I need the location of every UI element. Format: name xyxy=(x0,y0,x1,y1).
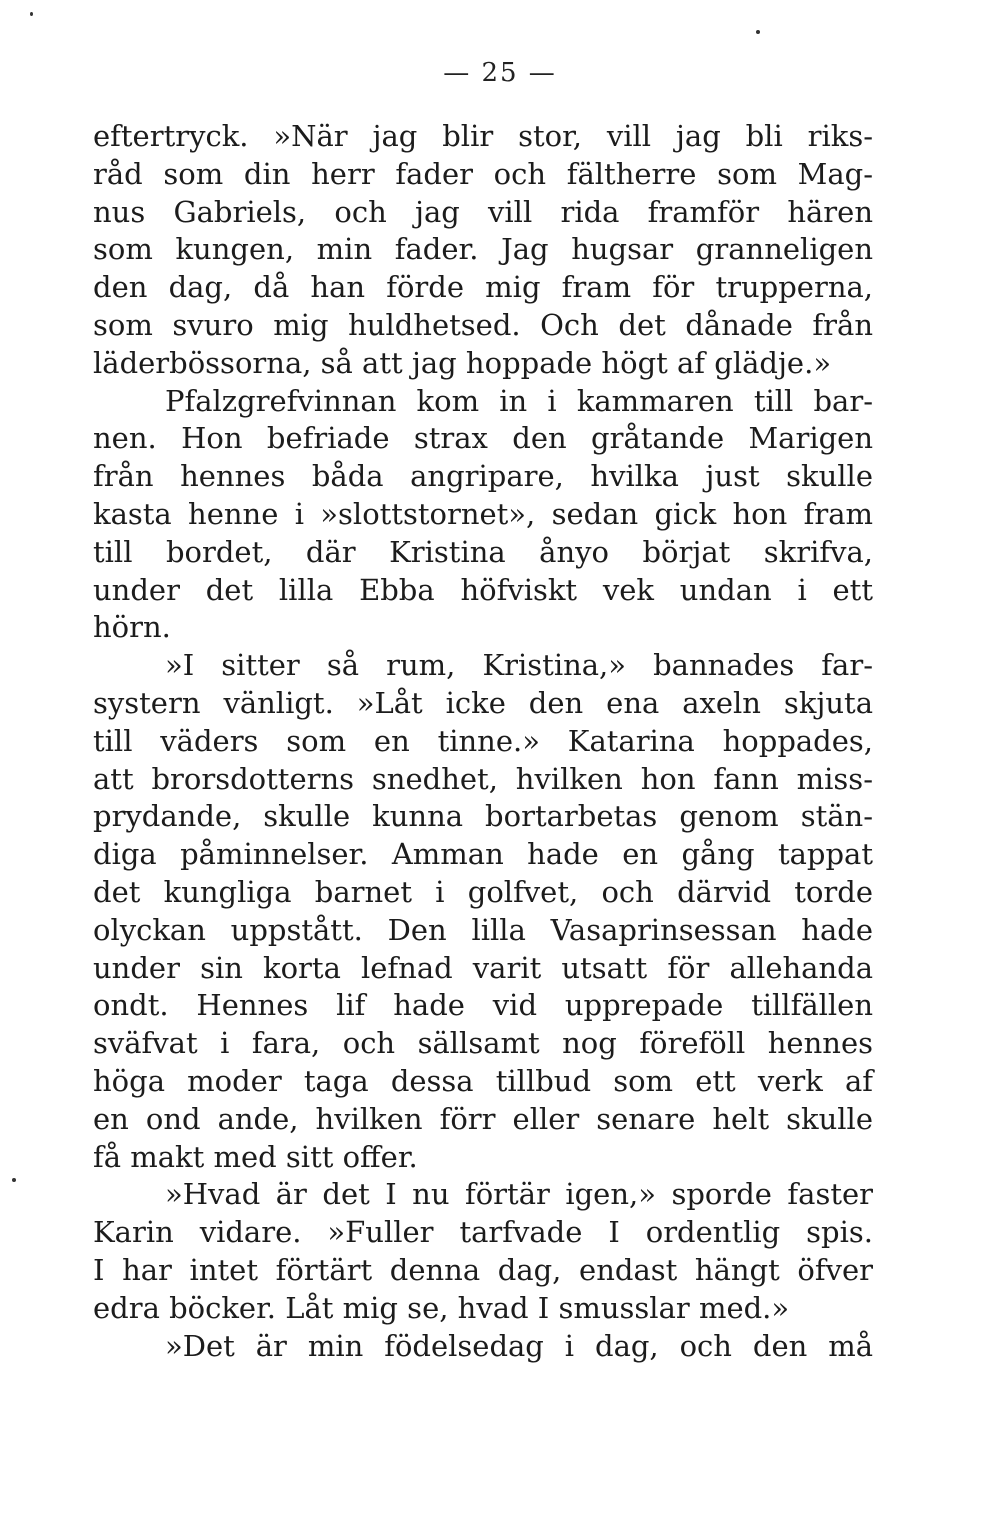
text-line: läderbössorna, så att jag hoppade högt af glädje.» xyxy=(93,345,832,380)
text-line: höga moder taga dessa tillbud som ett verk af xyxy=(93,1063,873,1098)
text-line: prydande, skulle kunna bortarbetas genom stän- xyxy=(93,799,873,834)
text-line: I har intet förtärt denna dag, endast hängt öfver xyxy=(93,1252,873,1287)
text-line: under det lilla Ebba höfviskt vek undan i ett xyxy=(93,572,873,607)
text-line: ondt. Hennes lif hade vid upprepade tillfällen xyxy=(93,988,873,1023)
text-line: att brorsdotterns snedhet, hvilken hon fann miss- xyxy=(93,761,873,796)
text-line: »I sitter så rum, Kristina,» bannades far- xyxy=(165,648,873,683)
text-line: det kungliga barnet i golfvet, och därvid torde xyxy=(93,874,873,909)
text-line: nen. Hon befriade strax den gråtande Marigen xyxy=(93,421,873,456)
text-line: edra böcker. Låt mig se, hvad I smusslar med.» xyxy=(93,1290,790,1325)
scan-speck xyxy=(12,1178,16,1182)
text-line: Pfalzgrefvinnan kom in i kammaren till bar- xyxy=(165,383,873,418)
text-line: råd som din herr fader och fältherre som Mag- xyxy=(93,156,873,191)
text-line: olyckan uppstått. Den lilla Vasaprinsessan hade xyxy=(93,912,873,947)
body-text xyxy=(93,118,873,1365)
scan-speck xyxy=(30,12,33,16)
text-line: från hennes båda angripare, hvilka just skulle xyxy=(93,459,873,494)
text-line: under sin korta lefnad varit utsatt för allehanda xyxy=(93,950,873,985)
text-line: diga påminnelser. Amman hade en gång tappat xyxy=(93,837,873,872)
text-line: eftertryck. »När jag blir stor, vill jag bli riks- xyxy=(93,119,873,153)
text-line: »Det är min födelsedag i dag, och den må xyxy=(165,1328,873,1363)
text-line: hörn. xyxy=(93,610,171,645)
text-line: som svuro mig huldhetsed. Och det dånade från xyxy=(93,307,873,342)
text-line: som kungen, min fader. Jag hugsar granneligen xyxy=(93,232,873,267)
scan-speck xyxy=(756,30,760,34)
text-line: Karin vidare. »Fuller tarfvade I ordentlig spis. xyxy=(93,1215,873,1250)
text-line: kasta henne i »slottstornet», sedan gick hon fram xyxy=(93,496,873,531)
text-line: nus Gabriels, och jag vill rida framför hären xyxy=(93,194,873,229)
text-line: sväfvat i fara, och sällsamt nog föreföll hennes xyxy=(93,1026,873,1061)
text-line: »Hvad är det I nu förtär igen,» sporde faster xyxy=(165,1177,873,1212)
text-line: till bordet, där Kristina ånyo börjat skrifva, xyxy=(93,534,873,569)
text-line: den dag, då han förde mig fram för trupperna, xyxy=(93,270,873,305)
page-number: — 25 — xyxy=(443,58,557,88)
text-line: få makt med sitt offer. xyxy=(93,1139,418,1174)
text-line: till väders som en tinne.» Katarina hoppades, xyxy=(93,723,873,758)
text-line: en ond ande, hvilken förr eller senare helt skulle xyxy=(93,1101,873,1136)
text-line: systern vänligt. »Låt icke den ena axeln skjuta xyxy=(93,685,873,720)
